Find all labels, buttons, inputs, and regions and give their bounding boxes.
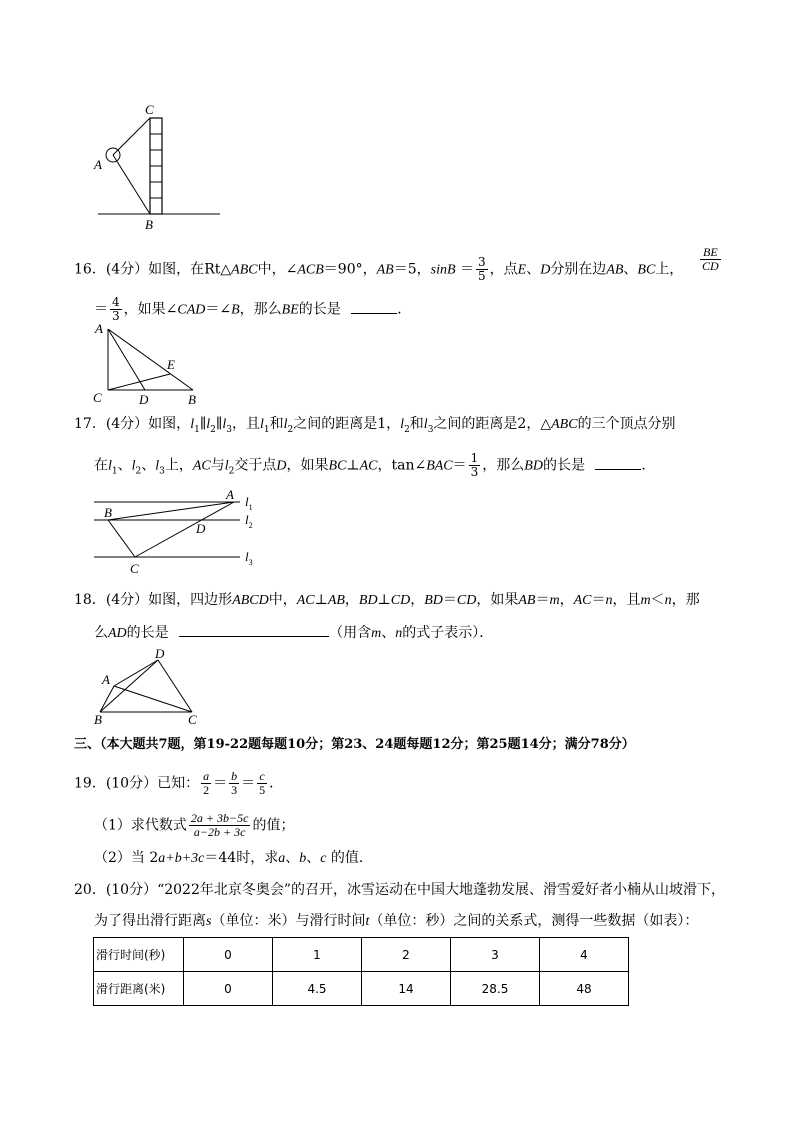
table-row — [94, 938, 629, 972]
svg-text:l3: $l_3$ — [245, 549, 253, 567]
q20-line2: 为了得出滑行距离s（单位：米）与滑行时间t（单位：秒）之间的关系式，测得一些数据（如表）： — [94, 913, 699, 929]
figure-q18 — [88, 648, 208, 728]
q19-part2: （2）当 2a+b+3c＝44时，求a、b、c 的值． — [94, 850, 373, 866]
section-3-heading: 三、（本大题共7题，第19-22题每题10分；第23、24题每题12分；第25题14分；满分78分） — [74, 737, 635, 752]
fraction-3-5: $\frac{3}{5}$ — [477, 255, 486, 284]
label-b: B — [145, 217, 153, 232]
table-cell: 48 — [540, 972, 629, 1006]
table-row — [94, 972, 629, 1006]
q19-line1: 19．(10分）已知： $\frac{a}{2}$ ＝ $\frac{b}{3}$ ＝ $\frac{c}{5}$ ． — [74, 769, 284, 798]
svg-text:A: A — [95, 321, 103, 336]
table-cell: 4 — [540, 938, 629, 972]
table-cell: 1 — [273, 938, 362, 972]
answer-blank-q16[interactable] — [351, 301, 397, 314]
label-c: C — [145, 102, 154, 117]
svg-text:C: C — [188, 712, 197, 727]
figure-q17 — [88, 485, 268, 580]
table-cell: 14 — [362, 972, 451, 1006]
svg-text:E: E — [167, 357, 175, 372]
svg-text:D: D — [196, 521, 206, 536]
answer-blank-q17[interactable] — [595, 457, 641, 470]
svg-text:C: C — [130, 561, 139, 576]
q16-frac-be-cd: $\frac{BE}{CD}$ — [702, 245, 719, 274]
svg-text:A: A — [102, 672, 110, 687]
table-cell: 0 — [184, 938, 273, 972]
table-cell: 0 — [184, 972, 273, 1006]
svg-text:B: B — [94, 712, 102, 727]
table-header-distance: 滑行距离(米) — [94, 972, 184, 1006]
q20-data-table — [93, 937, 629, 1006]
table-cell: 4.5 — [273, 972, 362, 1006]
q17-line1: 17．(4分）如图，$l_1\parallel l_2\parallel l_3$，且$l_1$和$l_2$之间的距离是1，$l_2$和$l_3$之间的距离是2，△ABC的三个顶点分别 — [74, 416, 676, 435]
table-cell: 2 — [362, 938, 451, 972]
q17-line2: 在$l_1$、$l_2$、$l_3$上，AC与$l_2$交于点D，如果BC⊥AC，tan∠BAC＝ $\frac{1}{3}$ ，那么BD的长是 ． — [94, 451, 656, 480]
svg-text:D: D — [139, 392, 149, 407]
svg-text:A: A — [226, 487, 234, 502]
table-header-time: 滑行时间(秒) — [94, 938, 184, 972]
q16-line1: 16．(4分）如图，在Rt△ABC中，∠ACB＝90°，AB＝5，sinB ＝ $\frac{3}{5}$ ，点E、D分别在边AB、BC上， — [74, 255, 684, 284]
table-cell: 3 — [451, 938, 540, 972]
svg-text:l1: $l_1$ — [245, 494, 253, 512]
line-ab — [113, 155, 150, 214]
q16-line2: ＝ $\frac{4}{3}$ ，如果∠CAD＝∠B，那么BE的长是 ． — [94, 295, 412, 324]
answer-blank-q18[interactable] — [179, 624, 329, 637]
q18-line1: 18．(4分）如图，四边形ABCD中，AC⊥AB，BD⊥CD，BD＝CD，如果AB＝m，AC＝n，且m＜n，那 — [74, 592, 700, 608]
svg-text:l2: $l_2$ — [245, 512, 253, 530]
q19-part1: （1）求代数式 $\frac{2a + 3b-5c}{a-2b + 3c}$ 的值； — [94, 811, 295, 840]
label-a: A — [94, 157, 102, 172]
svg-text:C: C — [93, 390, 102, 405]
table-cell: 28.5 — [451, 972, 540, 1006]
line-ac — [113, 118, 150, 155]
svg-text:B: B — [104, 505, 112, 520]
q20-line1: 20．(10分）“2022年北京冬奥会”的召开，冰雪运动在中国大地蓬勃发展、滑雪爱好者小楠从山坡滑下， — [74, 882, 726, 898]
figure-q16 — [90, 318, 205, 408]
figure-q15 — [88, 100, 228, 235]
q18-line2: 么AD的长是 （用含m、n的式子表示）． — [94, 625, 494, 641]
svg-text:B: B — [188, 392, 196, 407]
svg-text:D: D — [155, 648, 165, 661]
